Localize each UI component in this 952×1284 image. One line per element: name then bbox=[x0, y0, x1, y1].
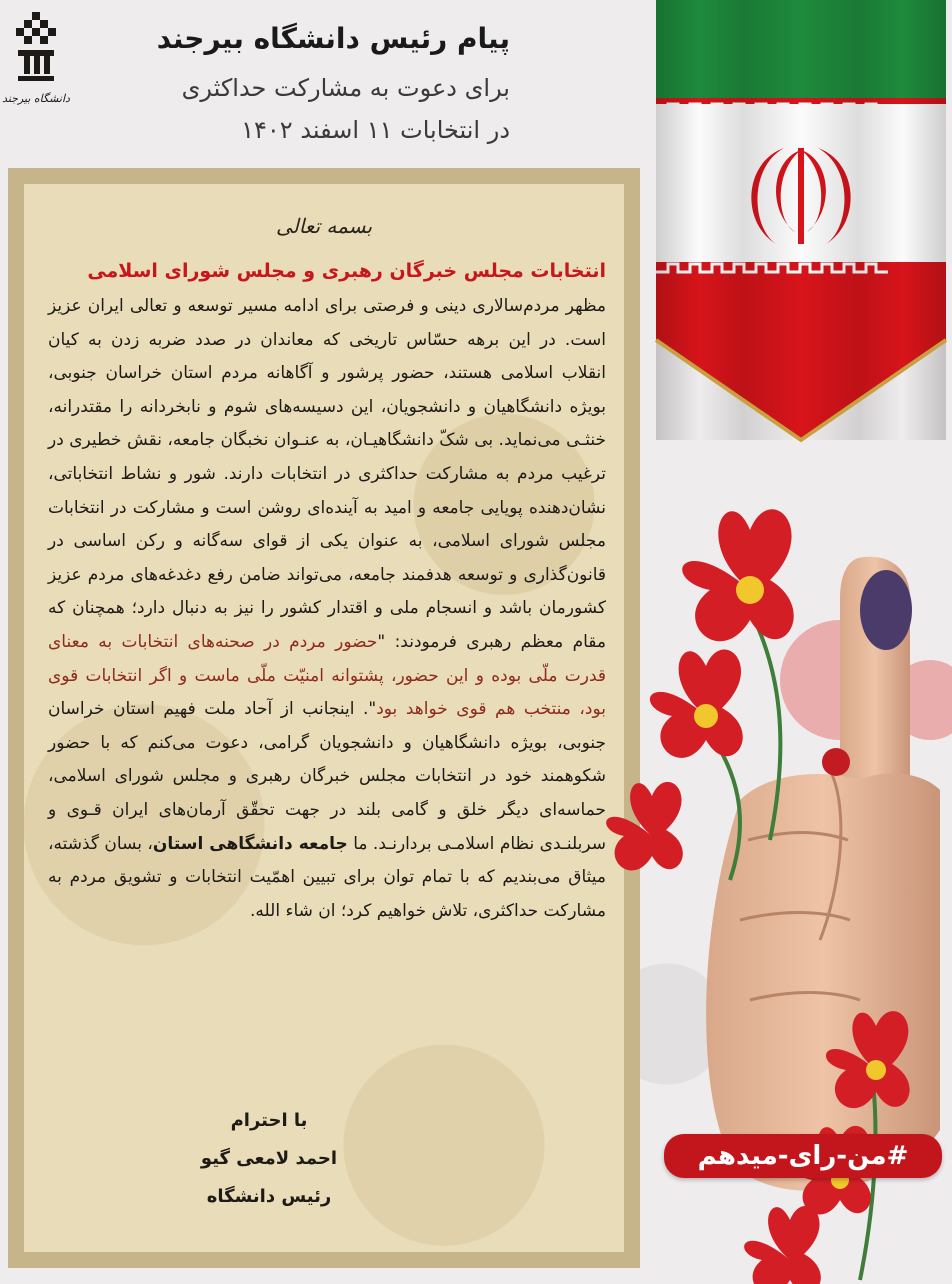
page-subtitle-date: در انتخابات ۱۱ اسفند ۱۴۰۲ bbox=[241, 116, 510, 144]
letter-heading: انتخابات مجلس خبرگان رهبری و مجلس شورای اسلامی bbox=[87, 260, 606, 282]
red-flower-icon bbox=[682, 509, 793, 641]
page-subtitle: برای دعوت به مشارکت حداکثری bbox=[181, 74, 510, 102]
letter-body-part-2: ". اینجانب از آحاد ملت فهیم استان خراسان جنوبی، بویژه دانشگاهیان و دانشجویان گرامی، دعوت می‌کنم که با حضور شکوهمند خود در انتخابات مجلس خبرگان رهبری و مجلس شورای اسلامی، حماسه‌ای دیگر خلق و گامی بلند در جهت تحقّق آرمان‌های ایران قـوی و سربلنـدی نظام اسلامـی بردارنـد. ما bbox=[48, 699, 606, 854]
closing: با احترام bbox=[230, 1110, 308, 1131]
red-flower-icon bbox=[744, 1206, 821, 1284]
page-title: پیام رئیس دانشگاه بیرجند bbox=[156, 22, 510, 55]
letter-body-part-3: ، بسان گذشته، میثاق می‌بندیم که با تمام توان برای تبیین اهمّیت انتخابات و تشویق مردم به مشارکت حداکثری، تلاش خواهیم کرد؛ ان شاء الله. bbox=[48, 833, 606, 921]
letter-card bbox=[8, 168, 640, 1268]
svg-text:دانشگاه بیرجند: دانشگاه بیرجند bbox=[2, 92, 70, 105]
university-emblem-icon bbox=[2, 10, 70, 110]
signer-title: رئیس دانشگاه bbox=[206, 1186, 332, 1207]
signature-block bbox=[194, 1102, 344, 1216]
ink-fingerprint-icon bbox=[860, 570, 912, 650]
letter-paper bbox=[24, 184, 624, 1252]
letter-body-part-1: مظهر مردم‌سالاری دینی و فرصتی برای ادامه مسیر توسعه و تعالی ایران عزیز است. در این برهه حسّاس تاریخی که معاندان در صدد ضربه زدن به کیان انقلاب اسلامی هستند، حضور پرشور و آگاهانه مردم استان خراسان جنوبی، بویژه دانشگاهیان و دانشجویان، این دسیسه‌های شوم و نابخردانه را مقتدرانه، خنثـی می‌نماید. بی شکّ دانشگاهیـان، به عنـوان نخبگان جامعه، نقش خطیری در ترغیب مردم به مشارکت حداکثری در انتخابات دارند. شور و نشاط انتخاباتی، نشان‌دهنده پویایی جامعه و امید به آینده‌ای روشن است و مشارکت در انتخابات مجلس شورای اسلامی، به عنوان یکی از قوای سه‌گانه و رکن اساسی در قانون‌گذاری و توسعه هدفمند جامعه، می‌تواند ضامن رفع دغدغه‌های مردم عزیز کشورمان باشد و انسجام ملی و اقتدار کشور را نیز به دنبال دارد؛ همچنان که مقام معظم رهبری فرمودند: " bbox=[48, 296, 606, 652]
bold-phrase: جامعه دانشگاهی استان bbox=[152, 833, 348, 854]
hashtag-badge: #من-رای-میدهم bbox=[664, 1134, 942, 1178]
leader-quote: حضور مردم در صحنه‌های انتخابات به معنای قدرت ملّی بوده و این حضور، پشتوانه امنیّت ملّی ماست و اگر انتخابات قوی بود، منتخب هم قوی خواهد بود bbox=[48, 631, 606, 720]
university-logo bbox=[2, 10, 70, 110]
letter-body bbox=[48, 290, 606, 928]
red-flower-icon bbox=[650, 649, 743, 757]
basmala: بسمه تعالی bbox=[275, 214, 373, 238]
signer-name: احمد لامعی گیو bbox=[200, 1148, 338, 1169]
iran-flag-banner bbox=[656, 0, 946, 440]
